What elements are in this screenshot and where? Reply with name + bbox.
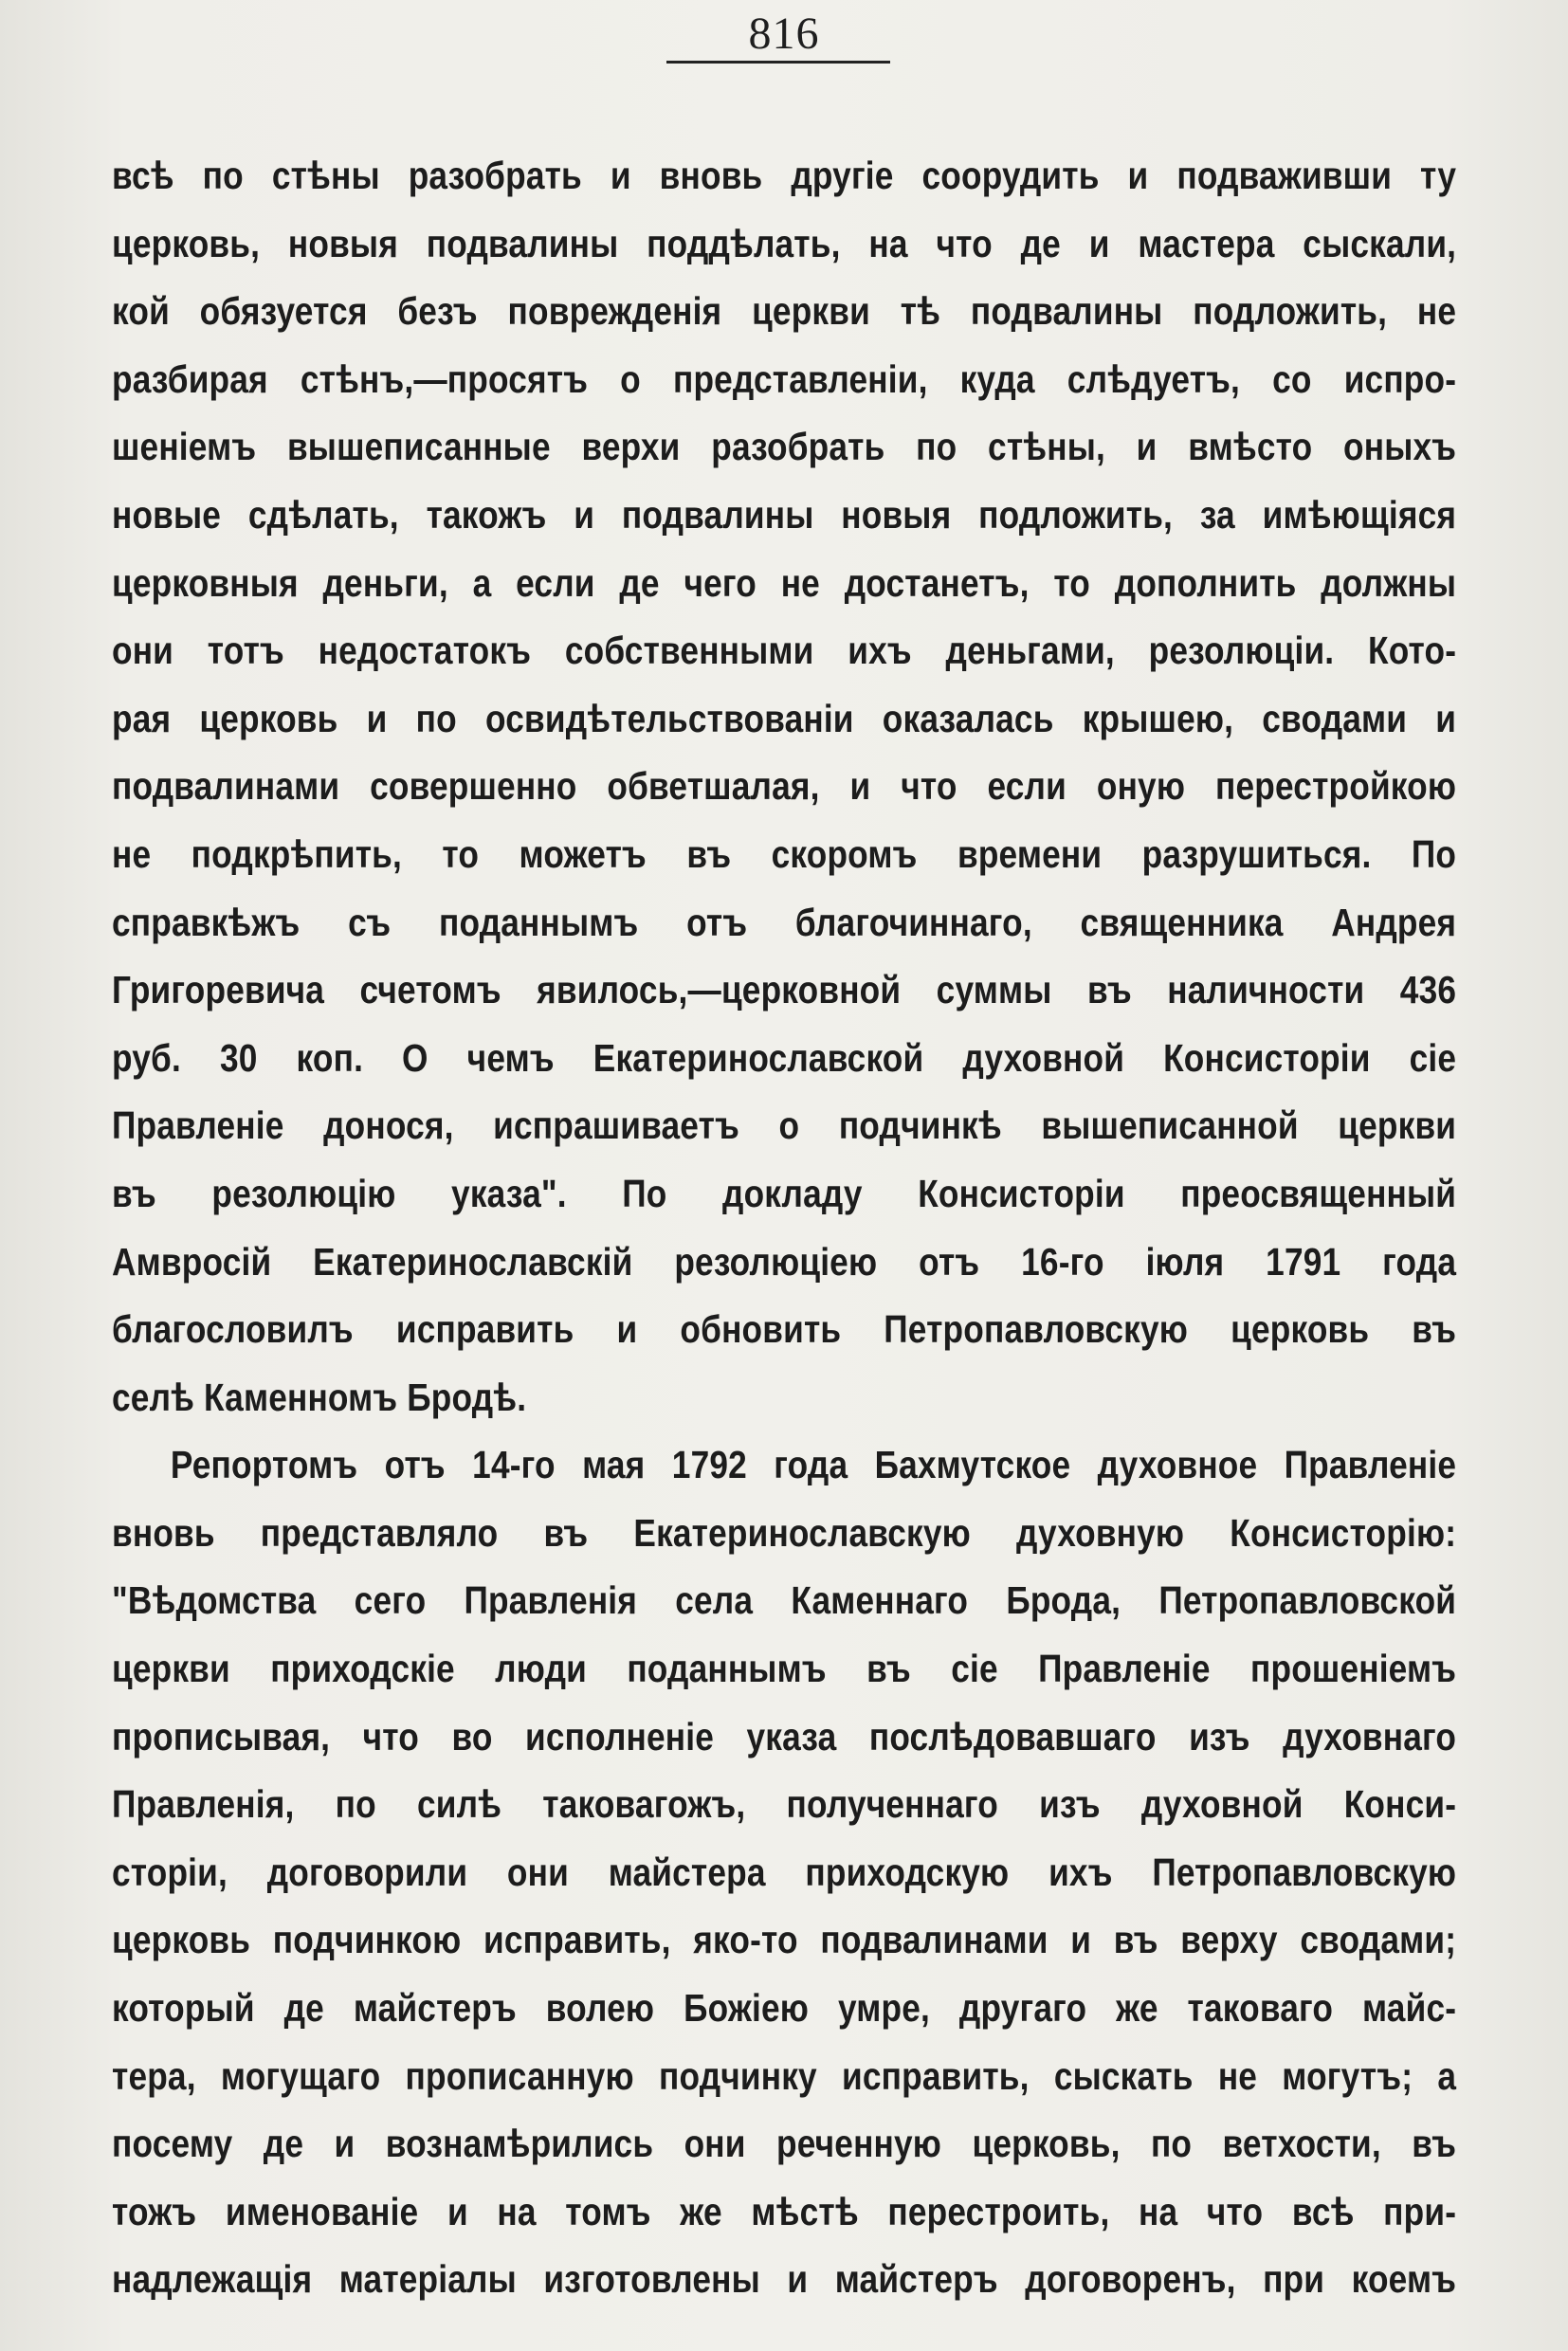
- text-line: церкви приходскіе люди поданнымъ въ сіе Правленіе прошеніемъ: [112, 1647, 1457, 1691]
- text-line: новые сдѣлать, такожъ и подвалины новыя подложить, за имѣющіяся: [112, 492, 1457, 537]
- text-line: Правленія, по силѣ таковагожъ, полученнаго изъ духовной Конси-: [112, 1782, 1457, 1827]
- text-line: Правленіе донося, испрашиваетъ о подчинкѣ вышеписанной церкви: [112, 1103, 1457, 1148]
- text-line: прописывая, что во исполненіе указа послѣдовавшаго изъ духовнаго: [112, 1714, 1457, 1759]
- text-line: разбирая стѣнъ,—просятъ о представленіи, куда слѣдуетъ, со испро-: [112, 356, 1457, 401]
- text-line: шеніемъ вышеписанные верхи разобрать по стѣны, и вмѣсто оныхъ: [112, 425, 1457, 469]
- text-line: вновь представляло въ Екатеринославскую духовную Консисторію:: [112, 1510, 1457, 1555]
- text-line: Григоревича счетомъ явилось,—церковной суммы въ наличности 436: [112, 968, 1457, 1012]
- body-text: [112, 142, 1456, 2314]
- text-line: церковь подчинкою исправить, яко-то подвалинами и въ верху сводами;: [112, 1918, 1457, 1962]
- page-number-rule: [666, 61, 890, 64]
- text-line: сторіи, договорили они майстера приходскую ихъ Петропавловскую: [112, 1850, 1457, 1894]
- text-line: посему де и вознамѣрились они реченную церковь, по ветхости, въ: [112, 2122, 1457, 2166]
- text-line: кой обязуется безъ поврежденія церкви тѣ подвалины подложить, не: [112, 289, 1457, 334]
- text-line: тера, могущаго прописанную подчинку исправить, сыскать не могутъ; а: [112, 2053, 1457, 2098]
- text-line: всѣ по стѣны разобрать и вновь другіе соорудить и подваживши ту: [112, 154, 1457, 197]
- text-line: тожъ именованіе и на томъ же мѣстѣ перестроить, на что всѣ при-: [112, 2189, 1457, 2233]
- text-line: Амвросій Екатеринославскій резолюціею отъ 16-го іюля 1791 года: [112, 1239, 1457, 1284]
- text-line: руб. 30 коп. О чемъ Екатеринославской духовной Консисторіи сіе: [112, 1035, 1457, 1080]
- text-line: надлежащія матеріалы изготовлены и майстеръ договоренъ, при коемъ: [112, 2257, 1457, 2302]
- text-line: благословилъ исправить и обновить Петропавловскую церковь въ: [112, 1307, 1457, 1352]
- text-line: "Вѣдомства сего Правленія села Каменнаго Брода, Петропавловской: [112, 1578, 1457, 1623]
- page-number: 816: [748, 9, 820, 59]
- text-line: рая церковь и по освидѣтельствованіи оказалась крышею, сводами и: [112, 696, 1457, 740]
- text-line: справкѣжъ съ поданнымъ отъ благочиннаго, священника Андрея: [112, 900, 1457, 944]
- text-line: церковь, новыя подвалины поддѣлать, на что де и мастера сыскали,: [112, 221, 1457, 265]
- text-line: подвалинами совершенно обветшалая, и что если оную перестройкою: [112, 764, 1457, 809]
- text-line: Репортомъ отъ 14-го мая 1792 года Бахмутское духовное Правленіе: [170, 1443, 1457, 1487]
- text-line: который де майстеръ волею Божіею умре, другаго же таковаго майс-: [112, 1986, 1457, 2031]
- text-line: въ резолюцію указа". По докладу Консисторіи преосвященный: [112, 1171, 1457, 1215]
- text-line: не подкрѣпить, то можетъ въ скоромъ времени разрушиться. По: [112, 831, 1457, 876]
- text-line: церковныя деньги, а если де чего не достанетъ, то дополнить должны: [112, 560, 1457, 605]
- text-line: селѣ Каменномъ Бродѣ.: [112, 1375, 527, 1419]
- text-line: они тотъ недостатокъ собственными ихъ деньгами, резолюціи. Кото-: [112, 629, 1457, 673]
